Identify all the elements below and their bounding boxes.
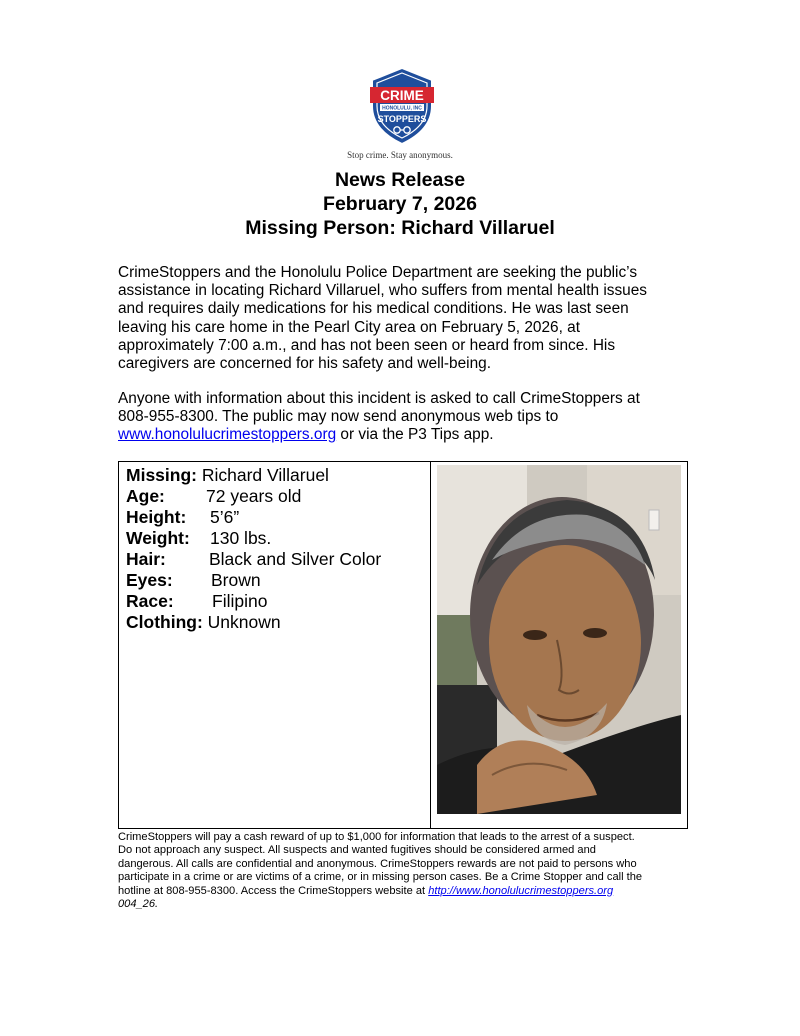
release-subject: Missing Person: Richard Villaruel	[245, 217, 555, 239]
detail-row	[126, 591, 381, 612]
logo-ribbon-text: HONOLULU, INC	[382, 105, 422, 112]
paragraph-line: Anyone with information about this incident is asked to call CrimeStoppers at	[118, 390, 640, 407]
detail-value: Black and Silver Color	[209, 549, 382, 569]
crimestoppers-logo	[366, 66, 438, 146]
logo-stoppers-text: STOPPERS	[377, 114, 427, 124]
missing-person-photo	[437, 465, 681, 814]
detail-row	[126, 549, 381, 570]
disclaimer-line: dangerous. All calls are confidential and anonymous. CrimeStoppers rewards are not paid to persons who	[118, 857, 637, 870]
release-paragraph-2	[118, 390, 688, 445]
paragraph-line: caregivers are concerned for his safety and well-being.	[118, 355, 491, 373]
detail-label: Age:	[126, 486, 165, 506]
detail-row	[126, 570, 381, 591]
paragraph-line: 808-955-8300. The public may now send anonymous web tips to	[118, 408, 559, 426]
detail-value: Unknown	[202, 612, 281, 632]
p3-tips-text: or via the P3 Tips app.	[336, 426, 494, 444]
paragraph-line: approximately 7:00 a.m., and has not been seen or heard from since. His	[118, 336, 616, 354]
paragraph-line: and requires daily medications for his medical conditions. He was last seen	[118, 300, 629, 318]
detail-label: Clothing:	[126, 612, 203, 632]
detail-value: 72 years old	[206, 486, 302, 506]
paragraph-line: assistance in locating Richard Villaruel, who suffers from mental health issues	[118, 282, 647, 300]
detail-value: Filipino	[212, 591, 268, 611]
detail-label: Missing:	[126, 465, 197, 485]
missing-person-details-box	[118, 461, 688, 829]
release-date: February 7, 2026	[323, 193, 477, 215]
detail-value: 5’6”	[210, 507, 240, 527]
detail-label: Height:	[126, 507, 187, 527]
detail-row	[126, 507, 381, 528]
disclaimer-line: participate in a crime or are victims of a crime, or in missing person cases. Be a Crime Stopper and call the	[118, 871, 643, 884]
website-link[interactable]: www.honolulucrimestoppers.org	[118, 426, 337, 444]
paragraph-line: leaving his care home in the Pearl City area on February 5, 2026, at	[118, 318, 580, 336]
release-code: 004_26.	[118, 898, 159, 911]
logo-tagline: Stop crime. Stay anonymous.	[347, 150, 453, 160]
paragraph-line: CrimeStoppers and the Honolulu Police Department are seeking the public’s	[118, 264, 638, 281]
release-paragraph-1	[118, 264, 688, 373]
detail-row	[126, 612, 381, 633]
detail-value: Brown	[211, 570, 261, 590]
reward-disclaimer	[118, 831, 698, 911]
detail-value: 130 lbs.	[210, 528, 272, 548]
detail-value: Richard Villaruel	[196, 465, 329, 485]
disclaimer-line: CrimeStoppers will pay a cash reward of up to $1,000 for information that leads to the arrest of a suspect.	[118, 831, 635, 843]
box-divider	[430, 462, 431, 828]
paragraph-line	[118, 426, 688, 444]
detail-row	[126, 465, 381, 486]
hotline-text: hotline at 808-955-8300. Access the CrimeStoppers website at	[118, 884, 429, 897]
logo-crime-text: CRIME	[380, 88, 424, 103]
detail-row	[126, 486, 381, 507]
detail-label: Eyes:	[126, 570, 173, 590]
disclaimer-line	[118, 885, 698, 898]
disclaimer-line: Do not approach any suspect. All suspects and wanted fugitives should be considered armed and	[118, 844, 596, 857]
detail-label: Hair:	[126, 549, 166, 569]
detail-row	[126, 528, 381, 549]
release-title: News Release	[334, 169, 466, 191]
detail-label: Weight:	[126, 528, 190, 548]
website-url-link[interactable]: http://www.honolulucrimestoppers.org	[428, 884, 614, 897]
detail-label: Race:	[126, 591, 174, 611]
details-list	[126, 465, 381, 633]
